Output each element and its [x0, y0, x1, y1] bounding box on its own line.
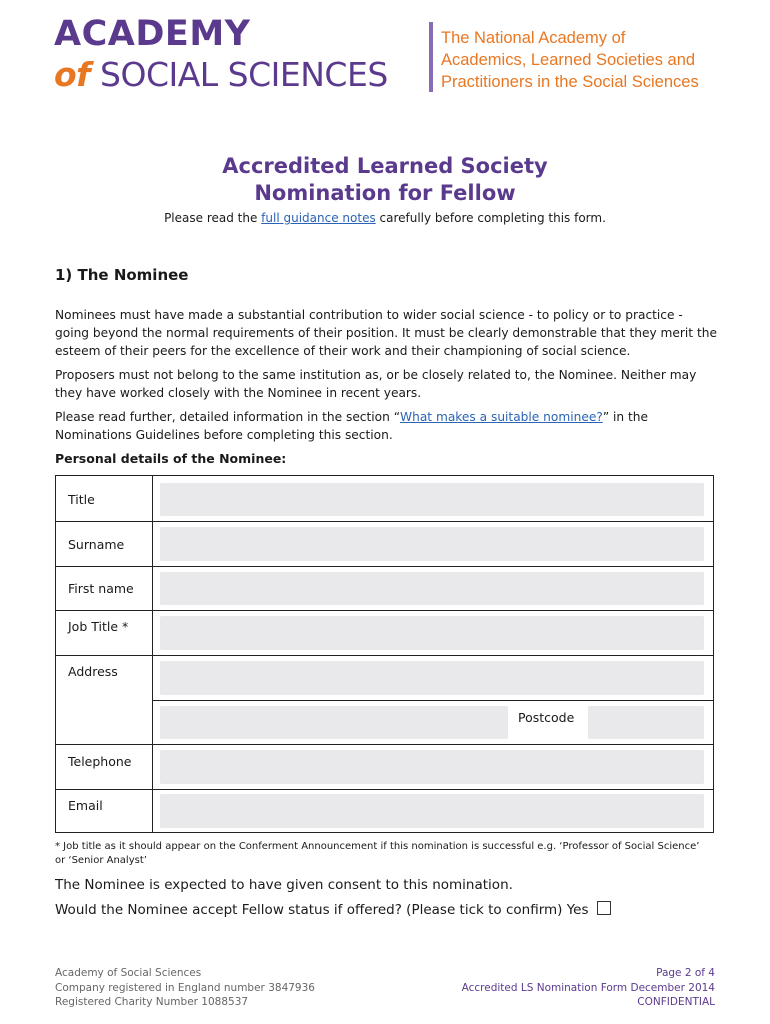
- tagline-line: Academics, Learned Societies and: [441, 51, 696, 69]
- accept-fellow-question: [55, 901, 611, 918]
- email-input[interactable]: [160, 794, 704, 828]
- column-divider: [152, 476, 153, 832]
- address-label: Address: [68, 664, 118, 679]
- row-divider: [56, 789, 713, 790]
- footer-line: Registered Charity Number 1088537: [55, 996, 249, 1008]
- tagline-line: Practitioners in the Social Sciences: [441, 73, 699, 91]
- accept-yes-checkbox[interactable]: [597, 901, 611, 915]
- logo-tagline: [441, 27, 699, 93]
- job-title-input[interactable]: [160, 616, 704, 650]
- intro-after: carefully before completing this form.: [375, 211, 606, 225]
- logo-academy-text: ACADEMY: [54, 14, 251, 54]
- job-title-label: Job Title *: [68, 619, 129, 634]
- form-title-line1: Accredited Learned Society: [222, 154, 548, 178]
- consent-statement: The Nominee is expected to have given consent to this nomination.: [55, 877, 513, 893]
- section-heading: 1) The Nominee: [55, 266, 189, 284]
- postcode-label: Postcode: [518, 710, 575, 725]
- row-divider: [152, 700, 713, 701]
- surname-input[interactable]: [160, 527, 704, 561]
- nominee-criteria-paragraph: Nominees must have made a substantial contribution to wider social science - to policy or to practice - going beyond the normal requirements of their position. It must be clearly demonstrable that they merit the esteem of their peers for the excellence of their work and their championing of social science.: [55, 308, 717, 358]
- row-divider: [56, 744, 713, 745]
- form-title: [0, 153, 770, 207]
- tagline-line: The National Academy of: [441, 29, 626, 47]
- title-label: Title: [68, 492, 95, 507]
- address-input[interactable]: [160, 661, 704, 695]
- form-version: Accredited LS Nomination Form December 2014: [461, 981, 715, 994]
- first-name-label: First name: [68, 581, 134, 596]
- row-divider: [56, 566, 713, 567]
- title-input[interactable]: [160, 483, 704, 516]
- email-label: Email: [68, 798, 103, 813]
- job-title-footnote: * Job title as it should appear on the Conferment Announcement if this nomination is successful e.g. ‘Professor of Social Science’ or ‘Senior Analyst’: [55, 841, 700, 866]
- telephone-label: Telephone: [68, 754, 132, 769]
- surname-label: Surname: [68, 537, 125, 552]
- footer-line: Company registered in England number 3847936: [55, 981, 315, 994]
- page-number: Page 2 of 4: [656, 967, 715, 979]
- footer-line: Academy of Social Sciences: [55, 967, 202, 979]
- telephone-input[interactable]: [160, 750, 704, 784]
- row-divider: [56, 610, 713, 611]
- academy-logo: [54, 14, 388, 96]
- proposer-rules-paragraph: Proposers must not belong to the same institution as, or be closely related to, the Nominee. Neither may they have worked closely with the Nominee in recent years.: [55, 368, 697, 400]
- postcode-input[interactable]: [588, 706, 704, 739]
- intro-before: Please read the: [164, 211, 262, 225]
- intro-text: [0, 211, 770, 225]
- row-divider: [56, 655, 713, 656]
- nominee-details-form: [55, 475, 714, 833]
- confidential-label: CONFIDENTIAL: [637, 996, 715, 1008]
- logo-of-text: of: [54, 55, 91, 94]
- further-info-paragraph: [55, 408, 720, 444]
- guidance-notes-link[interactable]: full guidance notes: [261, 211, 376, 225]
- form-title-line2: Nomination for Fellow: [254, 181, 516, 205]
- para3-after: ” in the Nominations Guidelines before completing this section.: [55, 410, 648, 442]
- para3-before: Please read further, detailed information in the section “: [55, 410, 401, 424]
- footer-organisation: [55, 966, 315, 1010]
- row-divider: [56, 521, 713, 522]
- address-line2-input[interactable]: [160, 706, 508, 739]
- first-name-input[interactable]: [160, 572, 704, 605]
- logo-social-sciences: [54, 54, 388, 96]
- footer-page-info: [462, 966, 715, 1010]
- logo-social-sciences-text: SOCIAL SCIENCES: [100, 55, 388, 94]
- suitable-nominee-link[interactable]: What makes a suitable nominee?: [400, 410, 603, 424]
- accept-question-text: Would the Nominee accept Fellow status if offered? (Please tick to confirm) Yes: [55, 902, 589, 918]
- logo-divider: [429, 22, 433, 92]
- personal-details-subheading: Personal details of the Nominee:: [55, 451, 287, 466]
